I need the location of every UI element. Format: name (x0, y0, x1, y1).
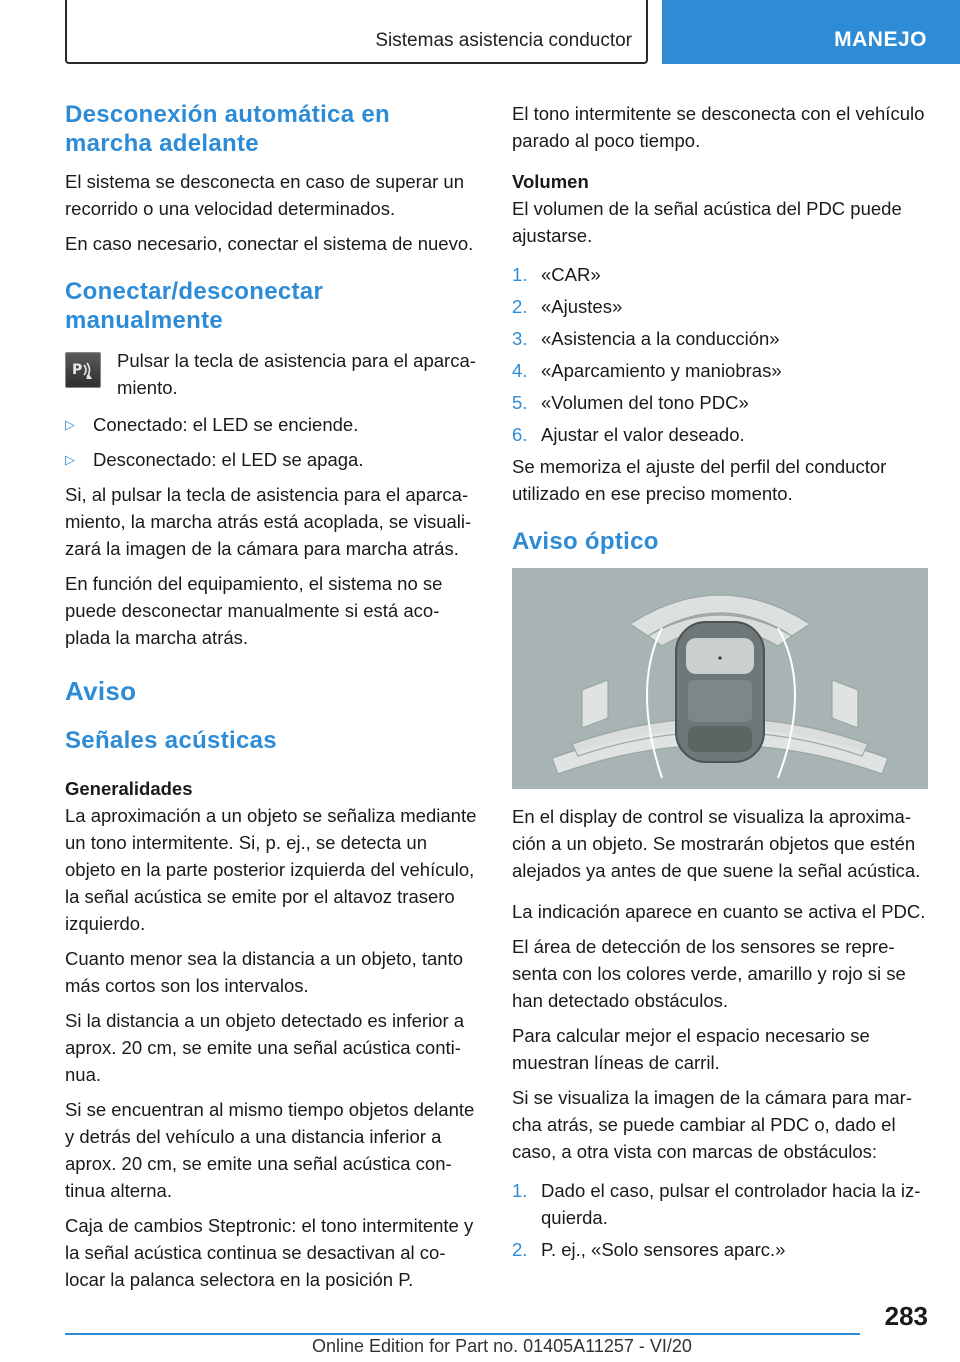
heading-aviso: Aviso (65, 676, 137, 706)
list-item (512, 325, 928, 352)
bullet-triangle-icon: ▷ (65, 452, 75, 467)
paragraph: El área de detección de los sensores se representa con los colores verde, amarillo y rojo si se han detectado obstáculos. (512, 936, 906, 1011)
paragraph: La indicación aparece en cuanto se activa el PDC. (512, 901, 926, 922)
heading-senales: Señales acústicas (65, 727, 277, 754)
paragraph: En el display de control se visualiza la aproximación a un objeto. Se mostrarán objetos que estén alejados ya antes de que suene la señal acústica. (512, 806, 921, 881)
paragraph: Cuanto menor sea la distancia a un objeto, tanto más cortos son los intervalos. (65, 948, 464, 996)
list-item (512, 261, 928, 288)
step-text: «Asistencia a la conducción» (541, 328, 780, 349)
step-number: 2. (512, 1239, 528, 1260)
camera-steps-list (512, 1177, 928, 1263)
list-item (512, 1177, 928, 1231)
paragraph: La aproximación a un objeto se señaliza mediante un tono intermitente. Si, p. ej., se detecta un objeto en la parte posterior izquierda del vehículo, la señal acústica se emite por el altavoz trasero izquierdo. (65, 805, 477, 934)
paragraph: Caja de cambios Steptronic: el tono intermitente y la señal acústica continua se desactivan al colocar la palanca selectora en la posición P. (65, 1215, 474, 1290)
paragraph: Si, al pulsar la tecla de asistencia para el aparcamiento, la marcha atrás está acoplada, se visualizará la imagen de la cámara para marcha atrás. (65, 484, 472, 559)
step-text: «Ajustes» (541, 296, 623, 317)
step-number: 6. (512, 424, 528, 445)
step-number: 1. (512, 264, 528, 285)
svg-text:P: P (72, 362, 83, 378)
list-item (512, 389, 928, 416)
section-tab (662, 0, 960, 64)
pdc-car-illustration (512, 568, 928, 789)
icon-instruction-text: Pulsar la tecla de asistencia para el aparcamiento. (117, 350, 476, 398)
list-item (512, 293, 928, 320)
step-number: 5. (512, 392, 528, 413)
paragraph: En función del equipamiento, el sistema no se puede desconectar manualmente si está acoplada la marcha atrás. (65, 573, 443, 648)
step-text: «Volumen del tono PDC» (541, 392, 749, 413)
footer-divider (65, 1333, 860, 1335)
list-item (65, 446, 477, 473)
heading-manual: Conectar/desconectar manualmente (65, 278, 324, 334)
instruction-with-icon (65, 347, 477, 401)
paragraph: El sistema se desconecta en caso de superar un recorrido o una velocidad determinados. (65, 171, 465, 219)
step-number: 4. (512, 360, 528, 381)
list-item (512, 1236, 928, 1263)
step-text: Ajustar el valor deseado. (541, 424, 745, 445)
header-chapter-box (65, 0, 648, 64)
paragraph: Si se visualiza la imagen de la cámara para marcha atrás, se puede cambiar al PDC o, dado el caso, a otra vista con marcas de obstáculos: (512, 1087, 912, 1162)
paragraph: Si se encuentran al mismo tiempo objetos delante y detrás del vehículo a una distancia inferior a aprox. 20 cm, se emite una señal acústica continua alterna. (65, 1099, 475, 1201)
pdc-display-figure (512, 568, 928, 789)
bullet-triangle-icon: ▷ (65, 417, 75, 432)
paragraph: Si la distancia a un objeto detectado es inferior a aprox. 20 cm, se emite una señal acústica continua. (65, 1010, 465, 1085)
heading-desconexion: Desconexión automática en marcha adelante (65, 101, 390, 157)
left-column (65, 100, 477, 1301)
heading-generalidades: Generalidades (65, 778, 193, 799)
page-number: 283 (884, 1301, 928, 1331)
right-column (512, 100, 928, 1268)
step-number: 3. (512, 328, 528, 349)
volume-steps-list (512, 261, 928, 448)
step-number: 1. (512, 1180, 528, 1201)
bullet-text: Conectado: el LED se enciende. (93, 414, 359, 435)
paragraph: El tono intermitente se desconecta con el vehículo parado al poco tiempo. (512, 103, 925, 151)
edition-footer: Online Edition for Part no. 01405A11257 - VI/20 (312, 1336, 692, 1356)
heading-aviso-optico: Aviso óptico (512, 528, 659, 555)
parking-assist-button-icon (65, 352, 101, 388)
step-text: «CAR» (541, 264, 601, 285)
step-text: Dado el caso, pulsar el controlador hacia la izquierda. (541, 1180, 921, 1228)
section-label: MANEJO (834, 28, 927, 51)
heading-volumen: Volumen (512, 171, 589, 192)
step-number: 2. (512, 296, 528, 317)
step-text: P. ej., «Solo sensores aparc.» (541, 1239, 786, 1260)
chapter-title: Sistemas asistencia conductor (375, 30, 632, 51)
paragraph: Se memoriza el ajuste del perfil del conductor utilizado en ese preciso momento. (512, 456, 887, 504)
step-text: «Aparcamiento y maniobras» (541, 360, 782, 381)
list-item (512, 357, 928, 384)
paragraph: En caso necesario, conectar el sistema de nuevo. (65, 233, 474, 254)
list-item (65, 411, 477, 438)
list-item (512, 421, 928, 448)
paragraph: El volumen de la señal acústica del PDC puede ajustarse. (512, 198, 902, 246)
bullet-text: Desconectado: el LED se apaga. (93, 449, 364, 470)
paragraph: Para calcular mejor el espacio necesario se muestran líneas de carril. (512, 1025, 870, 1073)
